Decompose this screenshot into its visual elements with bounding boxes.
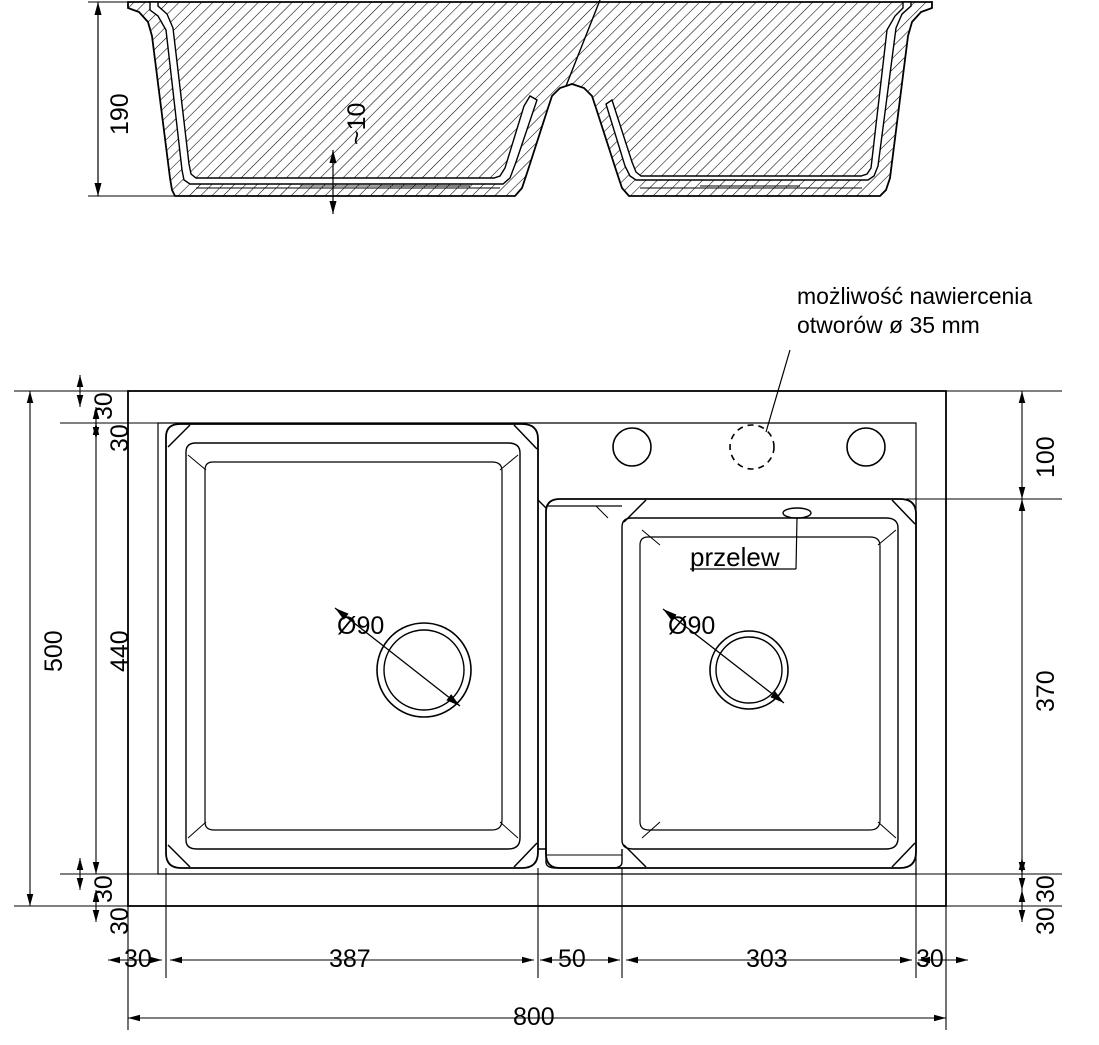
dimension-inner-height-440: 440 <box>106 630 134 672</box>
note-drill-line1: możliwość nawiercenia <box>797 283 1033 309</box>
top-view-group <box>128 350 946 906</box>
dimension-drain-right-d90: Ø90 <box>668 612 716 640</box>
dimension-bottom-margin-30: 30 <box>90 875 118 903</box>
dimension-overall-width-800: 800 <box>513 1003 555 1031</box>
note-drill-line2: otworów ø 35 mm <box>797 312 980 338</box>
dimension-drain-left-d90: Ø90 <box>337 612 385 640</box>
dimension-top-margin-30-inner: 30 <box>106 424 134 452</box>
dimension-top-margin-30: 30 <box>90 392 118 420</box>
dimension-right-top-offset-100: 100 <box>1032 436 1060 478</box>
dimension-bottom-margin-30-inner: 30 <box>106 907 134 935</box>
note-overflow: przelew <box>690 542 780 572</box>
dimension-overall-height-500: 500 <box>40 630 68 672</box>
dimension-left-bowl-width-387: 387 <box>329 945 371 973</box>
dimension-left-margin-30: 30 <box>124 945 152 973</box>
dimension-thickness-10: ~10 <box>343 102 371 145</box>
dimension-right-margin-30: 30 <box>916 945 944 973</box>
dimension-right-bowl-height-370: 370 <box>1032 670 1060 712</box>
section-view-group <box>88 0 932 214</box>
dimension-depth-190: 190 <box>106 93 134 135</box>
dimension-right-bottom-30-b: 30 <box>1032 907 1060 935</box>
dimension-center-bridge-50: 50 <box>558 945 586 973</box>
dimension-right-bowl-width-303: 303 <box>746 945 788 973</box>
dimension-right-bottom-30: 30 <box>1032 875 1060 903</box>
